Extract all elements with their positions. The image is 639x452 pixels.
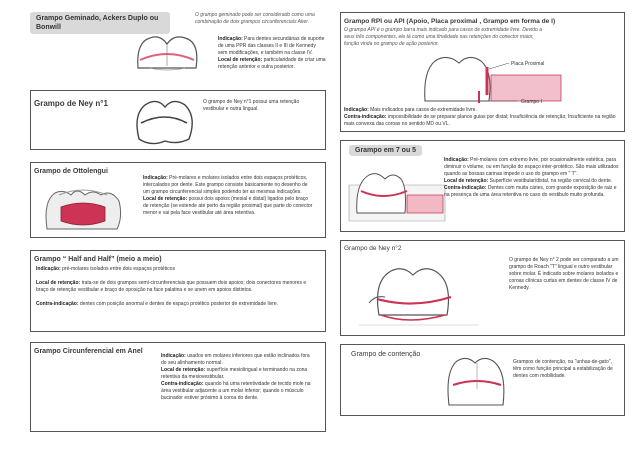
half-box xyxy=(30,250,326,332)
circ-contra-text: quando há uma retentividade de tecido mole na área vestibular adjacente a um molar inferior; quando o músculo bucinador estiver próximo à coroa do dente. xyxy=(161,381,311,401)
ney2-illustration xyxy=(359,255,479,331)
sete-illustration xyxy=(347,161,447,223)
rpi-box xyxy=(340,12,625,132)
half-contra-text: dentes com posição anormal e dentes de espaço protético posterior de extremidade livre. xyxy=(79,301,279,307)
rpi-label-placa: Placa Proximal xyxy=(511,61,545,67)
ottolengui-title: Grampo de Ottolengui xyxy=(34,168,108,175)
rpi-ind-label: Indicação: xyxy=(344,107,369,113)
ottolengui-ret-text: possui dois apoios (mesial e distal) ligados pelo braço de retenção (se estende até perto da região proximal) que parte do conector menor e vai pela face vestibular até área retentiva. xyxy=(143,196,313,216)
ney2-text: O grampo de Ney n° 2 pode ser comparado a um grampo de Roach "T" lingual e outro vestibular sobre molar. É indicado sobre molares isolados e coroas clínicas curtas em dentes de classe IV de Kennedy. xyxy=(509,257,619,291)
geminado-intro: O grampo geminado pode ser considerado como uma combinação de dois grampos circunferenciais Aker. xyxy=(195,12,315,25)
rpi-label-grampo: Grampo I xyxy=(521,99,542,105)
geminado-clasp-illustration xyxy=(130,30,205,75)
circ-ind-label: Indicação: xyxy=(161,353,186,359)
geminado-indication-label: Indicação: xyxy=(218,36,243,42)
rpi-ind-text: Mais indicados para casos de extremidade livre. xyxy=(370,107,477,113)
half-title: Grampo “ Half and Half” (meio a meio) xyxy=(34,256,162,263)
geminado-retention-label: Local de retenção: xyxy=(218,57,263,63)
circ-box xyxy=(30,342,326,432)
contencao-title: Grampo de contenção xyxy=(351,351,421,358)
ney2-title: Grampo de Ney n°2 xyxy=(344,245,402,252)
half-contra-label: Contra-indicação: xyxy=(36,301,79,307)
contencao-box xyxy=(340,344,625,416)
ney1-box xyxy=(30,90,326,150)
contencao-illustration xyxy=(443,349,513,411)
sete-ret-text: Superfície vestibular/distal, na região cervical do dente. xyxy=(489,178,613,184)
contencao-text: Grampos de contenção, ou "unhas-de-gato", têm como função principal a estabilização de dentes com mobilidade. xyxy=(513,359,613,379)
rpi-intro: O grampo API é o grampo barra mais indicado para casos de extremidade livre. Devido a seus três componentes, ele tá como uma finalidade nas retenções do conector maior, função vinda no grampo de ação posterior. xyxy=(344,27,542,47)
sete-title: Grampo em 7 ou 5 xyxy=(349,145,422,156)
geminado-retention-text: particularidade de criar uma retenção anterior e outra posterior. xyxy=(218,57,326,70)
circ-ind-text: usados em molares inferiores que estão inclinados fora do seu alinhamento normal. xyxy=(161,353,310,366)
half-ret-text: trata-se de dois grampos semi-circunferenciais que possuem dois apoios; dois conectores menores e braço de retenção vestibular e braço de oposição na face palatina e se unem em apoios distintos. xyxy=(36,280,307,293)
ottolengui-ret-label: Local de retenção: xyxy=(143,196,188,202)
sete-text xyxy=(444,157,620,199)
half-ind-label: Indicação: xyxy=(36,266,61,272)
ney1-illustration xyxy=(129,95,199,147)
geminado-indication-text: Para dentes secundárias de suporte de uma PPR das classes II e III de Kennedy sem modificações, e também na classe IV. xyxy=(218,36,325,56)
ney1-text: O grampo de Ney n°1 possui uma retenção vestibular e outra lingual. xyxy=(203,99,300,112)
sete-ind-text: Pré-molares com extremo livre, por ocasionalmente estética, para diminuir o volume, ou em função do espaço inter-protético. xyxy=(444,157,617,170)
ottolengui-ind-text: Pré-molares e molares isolados entre dois espaços protéticos, intercalados por dente. Este grampo consiste basicamente no desenho de um grampo circunferencial simples podendo ter as mesmas indicações. xyxy=(143,175,308,195)
half-ret-label: Local de retenção: xyxy=(36,280,81,286)
sete-ind-text2: São mais utilizados quando as bossas carinas impede o uso do grampo em " T". xyxy=(444,164,619,177)
rpi-contra-text: impossibilidade de se preparar planos guias por distal; Insuficiência de retenção; Insuficiente na região mais convexa das coroas no sentido MD ou VL. xyxy=(344,114,616,127)
rpi-title: Grampo RPI ou API (Apoio, Placa proximal , Grampo em forma de I) xyxy=(344,18,556,25)
half-text xyxy=(36,266,316,308)
ney2-box xyxy=(340,240,625,336)
circ-title: Grampo Circunferencial em Anel xyxy=(34,348,143,355)
ottolengui-box xyxy=(30,162,326,238)
rpi-contra-label: Contra-indicação: xyxy=(344,114,387,120)
sete-ret-label: Local de retenção: xyxy=(444,178,489,184)
circ-contra-label: Contra-indicação: xyxy=(161,381,204,387)
sete-box xyxy=(340,140,625,232)
rpi-text xyxy=(344,107,622,128)
ottolengui-ind-label: Indicação: xyxy=(143,175,168,181)
circ-ret-label: Local de retenção: xyxy=(161,367,206,373)
geminado-title: Grampo Geminado, Ackers Duplo ou Bonwill xyxy=(30,12,170,34)
sete-ind-label: Indicação: xyxy=(444,157,469,163)
sete-contra-text: Dentes com muita cáries, com grande exposição de raiz e na presença de uma área retentiva no caso do vestibulo muito profunda. xyxy=(444,185,617,198)
ney1-title: Grampo de Ney n°1 xyxy=(34,99,108,108)
ottolengui-illustration xyxy=(41,181,125,233)
rpi-illustration xyxy=(421,47,571,105)
half-ind-text: pré-molares isolados entre dois espaços protéticos xyxy=(62,266,175,272)
circ-ret-text: superfície mesiolingual e terminando na zona retentiva da mesiovestibular. xyxy=(161,367,308,380)
circ-text xyxy=(161,353,311,402)
geminado-indication xyxy=(218,36,326,71)
sete-contra-label: Contra-indicação: xyxy=(444,185,487,191)
ottolengui-text xyxy=(143,175,313,217)
